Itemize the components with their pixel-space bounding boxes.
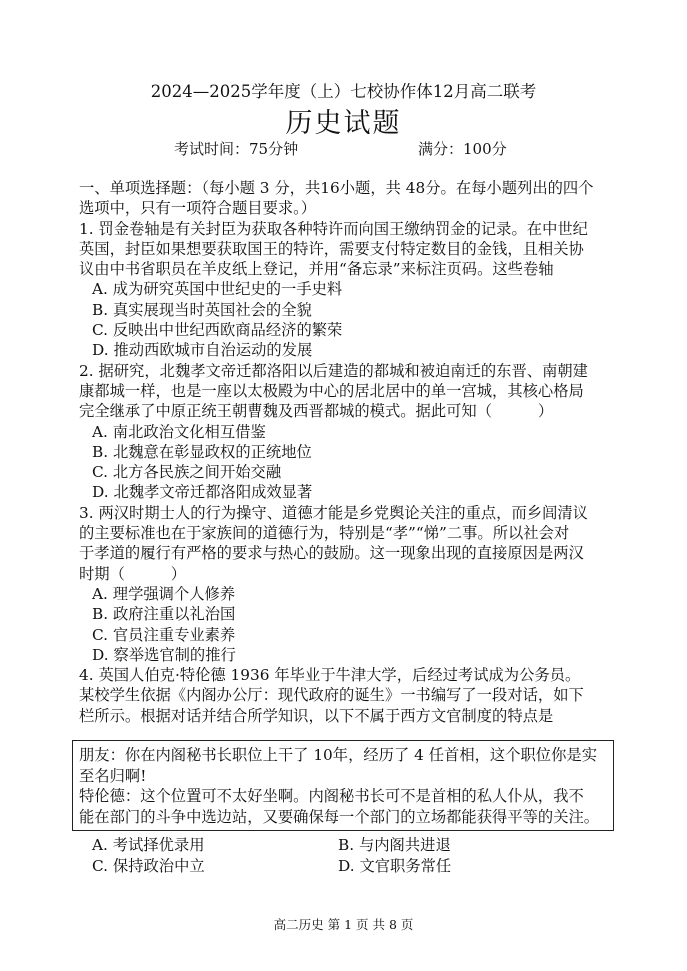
- question-stem-line: 栏所示。根据对话并结合所学知识，以下不属于西方文官制度的特点是: [79, 706, 554, 725]
- dialog-box: [72, 740, 614, 831]
- question-stem-line: 时期（ ）: [79, 564, 187, 583]
- question-4-options: [79, 835, 619, 876]
- section-heading: 一、单项选择题：（每小题 3 分，共16小题，共 48分。在每小题列出的四个: [79, 179, 594, 197]
- question-stem-line: 1. 罚金卷轴是有关封臣为获取各种特许而向国王缴纳罚金的记录。在中世纪: [79, 219, 588, 238]
- exam-title: 2024—2025学年度（上）七校协作体12月高二联考: [150, 82, 537, 101]
- option-d: D. 文官职务常任: [338, 856, 452, 875]
- option-c: C. 北方各民族之间开始交融: [92, 463, 282, 482]
- question-4: [79, 665, 619, 726]
- question-stem-line: 2. 据研究，北魏孝文帝迁都洛阳以后建造的都城和被迫南迁的东晋、南朝建: [79, 361, 588, 380]
- question-stem-line: 4. 英国人伯克·特伦德 1936 年毕业于牛津大学，后经过考试成为公务员。: [79, 666, 581, 685]
- page-footer: 高二历史 第 1 页 共 8 页: [273, 917, 414, 932]
- question-stem-line: 英国，封臣如果想要获取国王的特许，需要支付特定数目的金钱，且相关协: [79, 239, 584, 258]
- question-stem-line: 完全继承了中原正统王朝曹魏及西晋都城的模式。据此可知（ ）: [79, 402, 554, 421]
- option-c: C. 保持政治中立: [92, 856, 205, 875]
- dialog-line: 能在部门的斗争中选边站，又要确保每一个部门的立场都能获得平等的关注。: [79, 807, 600, 826]
- question-stem-line: 康都城一样，也是一座以太极殿为中心的居北居中的单一宫城，其核心格局: [79, 381, 584, 400]
- dialog-line: 特伦德：这个位置可不太好坐啊。内阁秘书长可不是首相的私人仆从，我不: [79, 787, 584, 805]
- question-1: [79, 219, 619, 361]
- dialog-line: 至名归啊!: [79, 766, 147, 785]
- option-b: B. 政府注重以礼治国: [92, 605, 236, 624]
- subject-title: 历史试题: [285, 108, 402, 139]
- option-d: D. 北魏孝文帝迁都洛阳成效显著: [92, 483, 313, 502]
- question-2: [79, 361, 619, 503]
- option-a: A. 南北政治文化相互借鉴: [92, 422, 266, 441]
- section-heading-cont: 选项中，只有一项符合题目要求。）: [79, 199, 317, 218]
- option-row: [79, 835, 619, 856]
- exam-full-score: 满分：100分: [418, 140, 507, 158]
- exam-time: 考试时间：75分钟: [174, 140, 299, 158]
- question-3: [79, 503, 619, 665]
- option-a: A. 理学强调个人修养: [92, 584, 236, 603]
- option-a: A. 考试择优录用: [92, 836, 205, 854]
- question-body: [79, 178, 619, 726]
- option-d: D. 推动西欧城市自治运动的发展: [92, 341, 313, 360]
- question-stem-line: 3. 两汉时期士人的行为操守、道德才能是乡党舆论关注的重点，而乡闾清议: [79, 503, 588, 522]
- option-c: C. 官员注重专业素养: [92, 625, 236, 644]
- option-b: B. 与内阁共进退: [338, 836, 451, 854]
- question-stem-line: 议由中书省职员在羊皮纸上登记，并用“备忘录”来标注页码。这些卷轴: [79, 260, 554, 279]
- option-b: B. 北魏意在彰显政权的正统地位: [92, 442, 312, 461]
- option-b: B. 真实展现当时英国社会的全貌: [92, 300, 312, 319]
- question-stem-line: 于孝道的履行有严格的要求与热心的鼓励。这一现象出现的直接原因是两汉: [79, 544, 584, 563]
- option-a: A. 成为研究英国中世纪史的一手史料: [92, 280, 343, 299]
- dialog-line: 朋友：你在内阁秘书长职位上干了 10年，经历了 4 任首相，这个职位你是实: [79, 746, 597, 764]
- question-stem-line: 某校学生依据《内阁办公厅：现代政府的诞生》一书编写了一段对话，如下: [79, 686, 584, 705]
- option-d: D. 察举选官制的推行: [92, 645, 236, 664]
- option-row: [79, 856, 619, 877]
- option-c: C. 反映出中世纪西欧商品经济的繁荣: [92, 321, 343, 340]
- question-stem-line: 的主要标准也在于家族间的道德行为，特别是“孝”“悌”二事。所以社会对: [79, 524, 570, 543]
